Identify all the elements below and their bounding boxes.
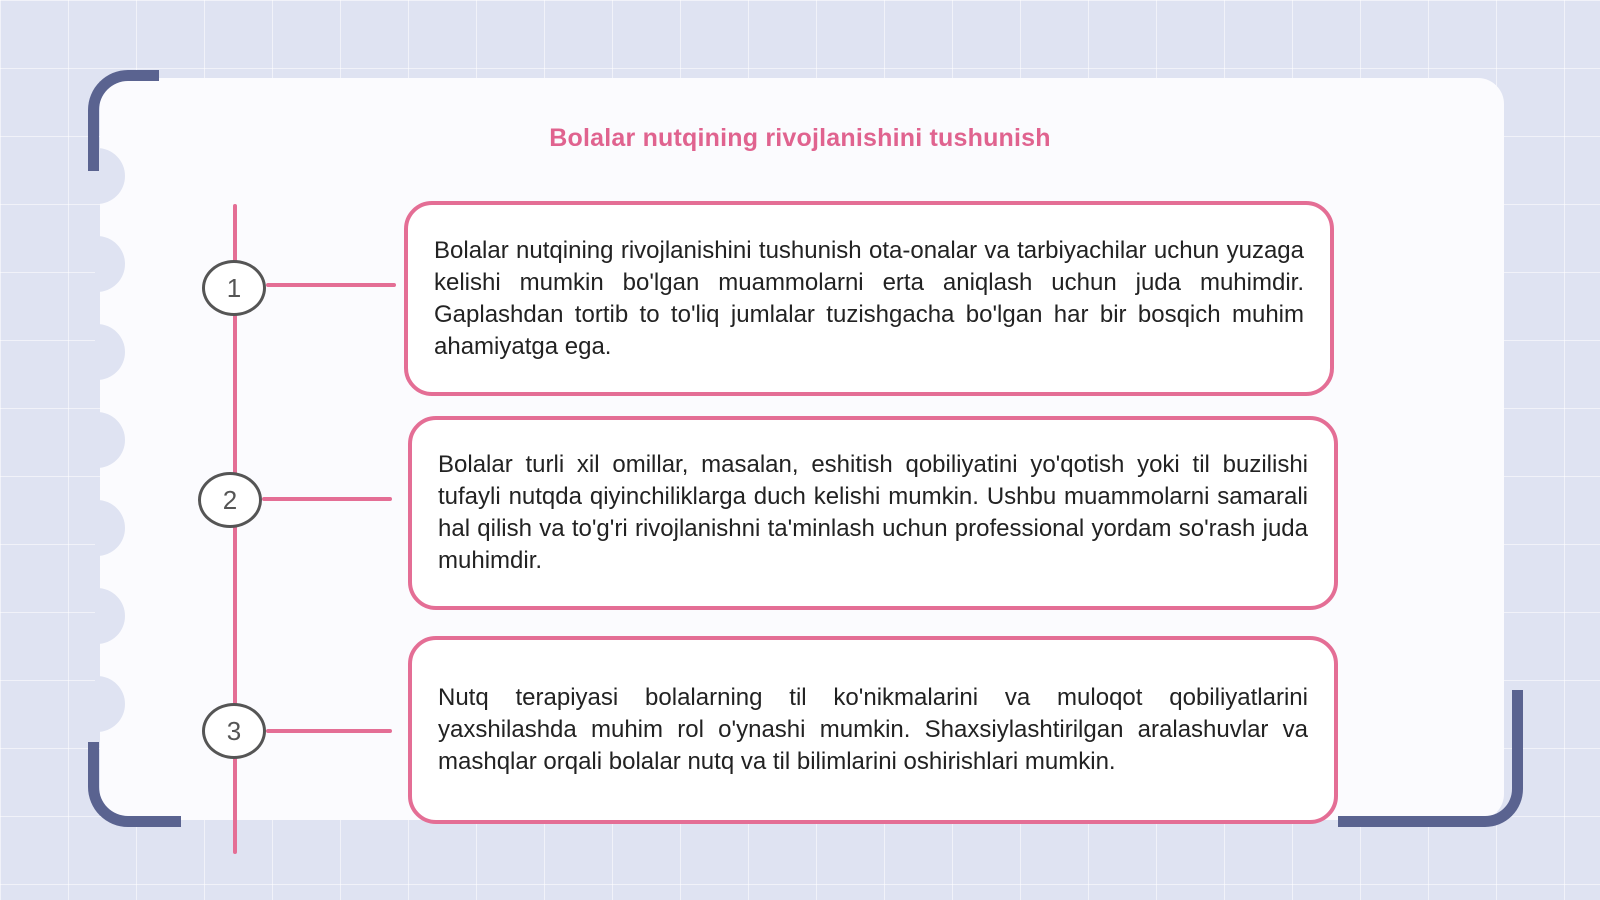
step-text-3: Nutq terapiyasi bolalarning til ko'nikmalarini va muloqot qobiliyatlarini yaxshilashda muhim rol o'ynashi mumkin. Shaxsiylashtirilgan aralashuvlar va mashqlar orqali bolalar nutq va til bilimlarini oshirishlari mumkin. xyxy=(438,684,1308,775)
step-text-1: Bolalar nutqining rivojlanishini tushunish ota-onalar va tarbiyachilar uchun yuzaga kelishi mumkin bo'lgan muammolarni erta aniqlash uchun juda muhimdir. Gaplashdan tortib to to'liq jumlalar tuzishgacha bo'lgan har bir bosqich muhim ahamiyatga ega. xyxy=(434,236,1304,360)
step-number-1: 1 xyxy=(202,260,266,316)
step-number-2: 2 xyxy=(198,472,262,528)
step-card-1 xyxy=(404,201,1334,396)
step-text-2: Bolalar turli xil omillar, masalan, eshitish qobiliyatini yo'qotish yoki til buzilishi tufayli nutqda qiyinchiliklarga duch kelishi mumkin. Ushbu muammolarni samarali hal qilish va to'g'ri rivojlanishni ta'minlash uchun professional yordam so'rash juda muhimdir. xyxy=(438,451,1308,574)
timeline-connector xyxy=(266,729,392,733)
step-card-3 xyxy=(408,636,1338,824)
timeline-connector xyxy=(266,283,396,287)
step-number-3: 3 xyxy=(202,703,266,759)
page-title: Bolalar nutqining rivojlanishini tushunish xyxy=(549,124,1051,152)
timeline-connector xyxy=(262,497,392,501)
frame-corner-bottom-left xyxy=(88,742,181,827)
frame-corner-bottom-right xyxy=(1338,690,1523,827)
frame-corner-top-left xyxy=(88,70,159,171)
step-card-2 xyxy=(408,416,1338,610)
